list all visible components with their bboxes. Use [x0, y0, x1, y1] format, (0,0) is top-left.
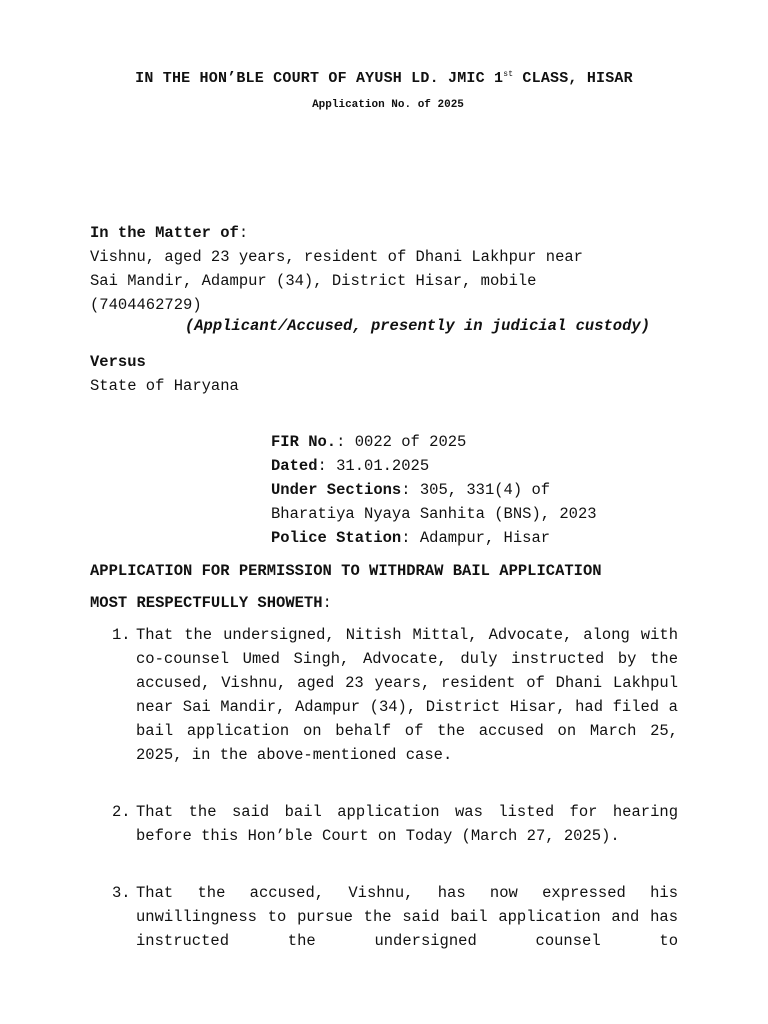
paragraph-number: 1. [112, 626, 131, 644]
showeth-colon: : [322, 594, 332, 612]
paragraph-text: That the said bail application was listed for hearing before this Hon’ble Court on Today (March 27, 2025). [136, 803, 678, 846]
fir-sections-label: Under Sections [271, 481, 402, 499]
fir-number-value: : 0022 of 2025 [336, 433, 467, 451]
paragraph-text: That the undersigned, Nitish Mittal, Advocate, along with co-counsel Umed Singh, Advocate, duly instructed by the accused, Vishnu, aged 23 years, resident of Dhani Lakhpul near Sai Mandir, Adampur (34), District Hisar, had filed a bail application on behalf of the accused on March 25, 2025, in the above-mentioned case. [136, 626, 678, 765]
applicant-line-1: Vishnu, aged 23 years, resident of Dhani Lakhpur near [90, 248, 583, 266]
applicant-line-2: Sai Mandir, Adampur (34), District Hisar, mobile [90, 272, 537, 290]
application-title: APPLICATION FOR PERMISSION TO WITHDRAW BAIL APPLICATION [90, 562, 602, 580]
applicant-designation: (Applicant/Accused, presently in judicial custody) [184, 317, 650, 335]
fir-sections-continuation: Bharatiya Nyaya Sanhita (BNS), 2023 [271, 505, 597, 523]
fir-sections-value: : 305, 331(4) of [401, 481, 551, 499]
matter-label-colon: : [238, 224, 249, 242]
fir-number-row [271, 430, 466, 454]
showeth-heading [90, 591, 332, 615]
application-number: Application No. of 2025 [312, 99, 464, 111]
matter-label: In the Matter of [90, 224, 239, 242]
court-heading-prefix: IN THE HON’BLE COURT OF AYUSH LD. JMIC 1 [135, 70, 504, 87]
paragraph-text: That the accused, Vishnu, has now expressed his unwillingness to pursue the said bail application and has instructed the undersigned counsel to [136, 884, 678, 951]
fir-sections-row [271, 478, 550, 502]
court-heading-superscript: st [503, 70, 514, 79]
showeth-label: MOST RESPECTFULLY SHOWETH [90, 594, 323, 612]
paragraph-number: 2. [112, 803, 131, 821]
fir-number-label: FIR No. [271, 433, 337, 451]
respondent-name: State of Haryana [90, 377, 239, 395]
paragraph-item [112, 881, 678, 953]
applicant-line-3: (7404462729) [90, 296, 202, 314]
paragraph-item [112, 800, 678, 848]
fir-date-label: Dated [271, 457, 318, 475]
fir-date-value: : 31.01.2025 [317, 457, 430, 475]
paragraph-number: 3. [112, 884, 131, 902]
versus-label: Versus [90, 353, 146, 371]
police-station-label: Police Station [271, 529, 402, 547]
paragraph-item [112, 623, 678, 768]
matter-heading [90, 221, 248, 245]
police-station-row [271, 526, 550, 550]
court-heading-suffix: CLASS, HISAR [513, 70, 633, 87]
police-station-value: : Adampur, Hisar [401, 529, 551, 547]
fir-date-row [271, 454, 429, 478]
court-heading [0, 70, 768, 87]
